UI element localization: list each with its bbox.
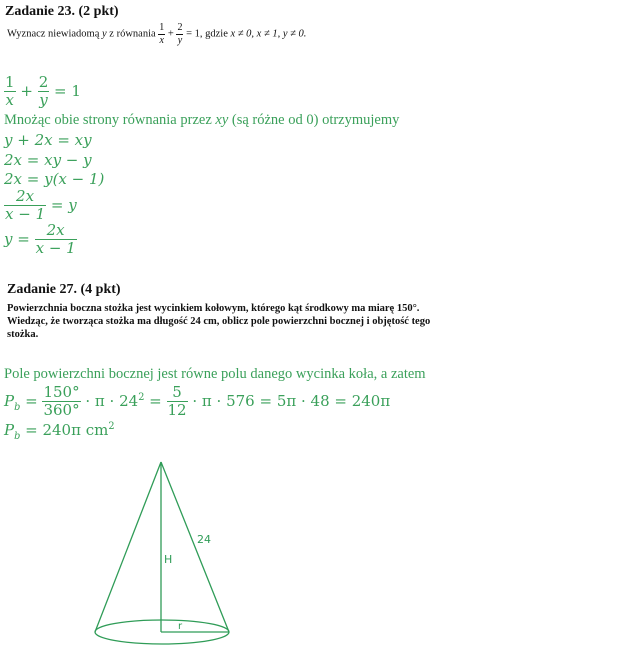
task23-eq2: y + 2x = xy — [4, 131, 92, 149]
task23-prompt-conditions: x ≠ 0, x ≠ 1, y ≠ 0. — [230, 28, 307, 40]
cone-slant-right — [161, 462, 229, 632]
task23-eq5: $\frac{2x}{x - 1}$ = y — [5, 187, 77, 224]
cone-base — [95, 620, 229, 644]
task23-eq3: 2x = xy − y — [4, 151, 92, 169]
task27-prompt-line1: Powierzchnia boczna stożka jest wycinkiem kołowym, którego kąt środkowy ma miarę 150°. — [7, 303, 420, 314]
task23-eq6: y = $\frac{2x}{x - 1}$ — [4, 221, 76, 258]
task27-pb-equation: $P_b$ = $\frac{150^\circ}{360^\circ}$ · $\pi \cdot 24^2$ = $\frac{5}{12}$ · π · 576 = 5π · 48 = 240π — [4, 383, 391, 420]
task23-line-intro: Mnożąc obie strony równania przez xy (są różne od 0) otrzymujemy — [4, 112, 400, 128]
task27-solution-intro: Pole powierzchni bocznej jest równe polu danego wycinka koła, a zatem — [4, 366, 426, 382]
cone-label-h: H — [164, 553, 173, 566]
task23-prompt-frac1: $\frac{1}{x}$ — [159, 22, 165, 46]
cone-label-r: r — [178, 621, 183, 632]
task23-title: Zadanie 23. (2 pkt) — [5, 4, 119, 19]
task27-prompt-line2: Wiedząc, że tworząca stożka ma długość 24 cm, oblicz pole powierzchni bocznej i objętość tego — [7, 316, 431, 327]
task27-title: Zadanie 27. (4 pkt) — [7, 282, 121, 297]
cone-slant-left — [95, 462, 161, 632]
task23-prompt-eq: = 1, gdzie — [183, 28, 231, 40]
task23-prompt-frac2: $\frac{2}{y}$ — [177, 22, 183, 46]
task23-prompt-lead: Wyznacz niewiadomą — [7, 28, 102, 40]
task27-pb-result: $P_b = 240\pi$ $cm^2$ — [4, 421, 115, 442]
task23-prompt-middle: z równania — [106, 28, 159, 40]
task23-prompt-plus: + — [165, 28, 177, 40]
task27-prompt-line3: stożka. — [7, 329, 39, 340]
task23-eq1: $\frac{1}{x}$ + $\frac{2}{y}$ = 1 — [5, 73, 81, 110]
cone-label-slant: 24 — [197, 533, 211, 546]
task23-prompt — [7, 22, 306, 46]
task23-eq4: 2x = y(x − 1) — [4, 170, 105, 188]
task23-prompt-var: y — [102, 28, 107, 40]
